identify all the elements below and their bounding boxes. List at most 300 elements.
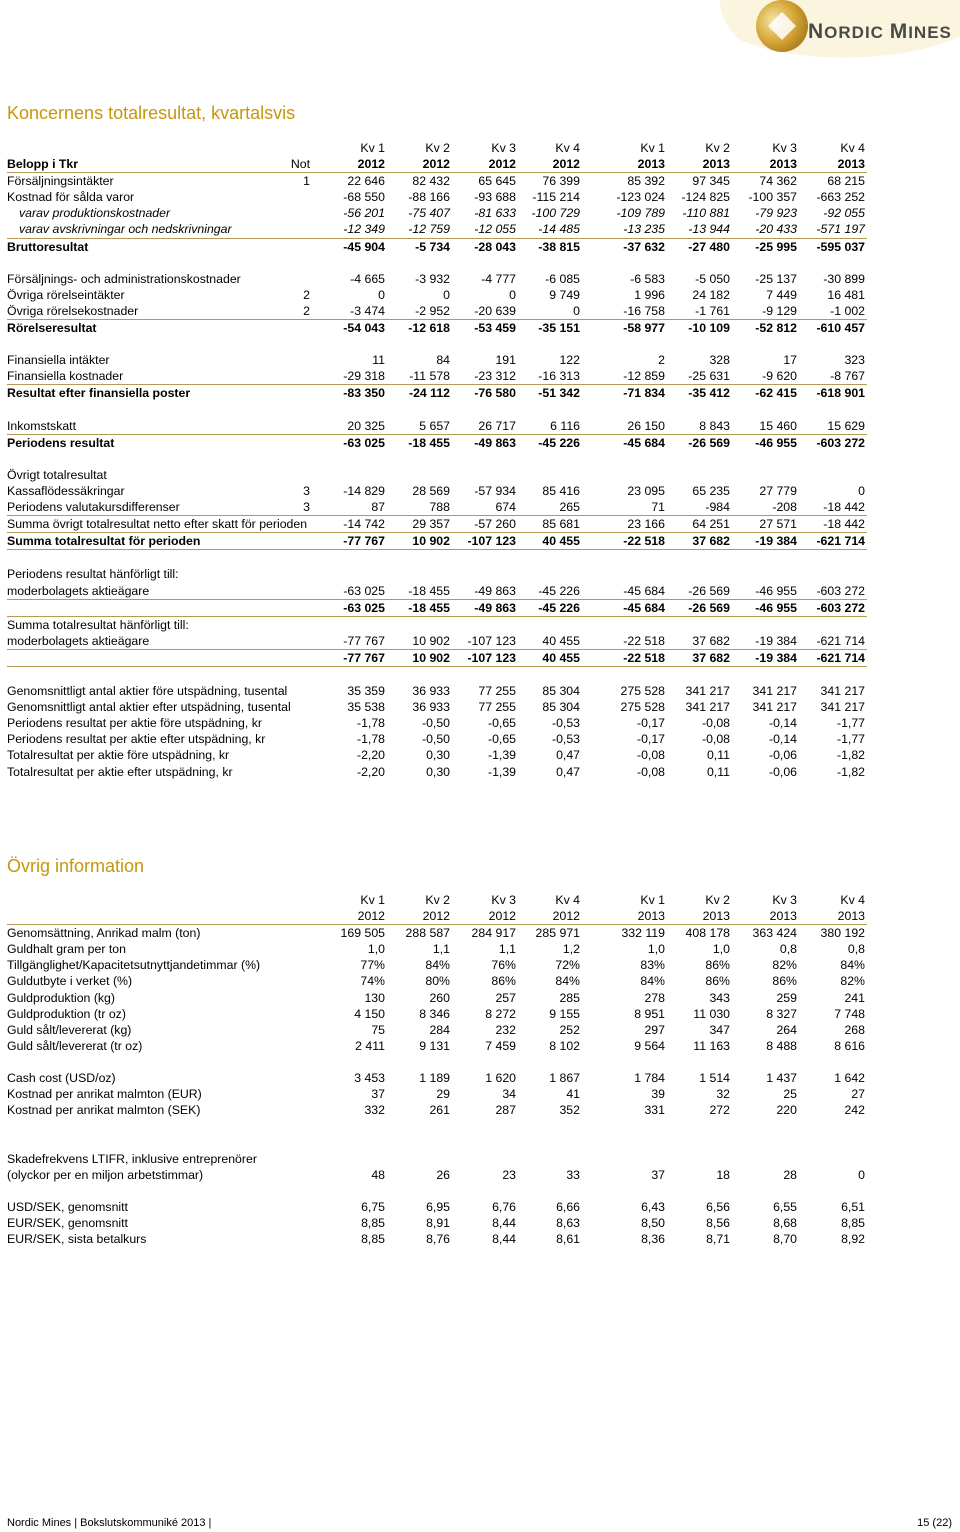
value-cell: -83 350 — [343, 386, 385, 401]
table-row — [7, 650, 867, 667]
value-cell: 77% — [360, 958, 385, 973]
value-cell: -1 761 — [695, 303, 730, 318]
value-cell: 9 564 — [634, 1038, 665, 1053]
row-label: Tillgänglighet/Kapacitetsutnyttjandetimmar (%) — [7, 958, 261, 973]
income-section-title: Koncernens totalresultat, kvartalsvis — [7, 103, 296, 123]
value-cell: -6 583 — [630, 271, 665, 286]
value-cell: 0,11 — [706, 748, 730, 763]
value-cell: 8,91 — [426, 1215, 450, 1230]
value-cell: 8 102 — [549, 1038, 580, 1053]
value-cell: 0 — [858, 483, 865, 498]
value-cell: 84 — [436, 353, 450, 368]
brand-logo-text: NORDIC MINES — [808, 20, 952, 43]
table-row — [7, 239, 867, 255]
value-cell: -8 767 — [830, 369, 865, 384]
value-cell: 8 327 — [766, 1006, 797, 1021]
value-cell: 297 — [644, 1022, 665, 1037]
value-cell: 37 682 — [692, 650, 730, 665]
value-cell: 169 505 — [340, 926, 385, 941]
value-cell: 87 — [371, 500, 385, 515]
value-cell: 8,76 — [426, 1231, 450, 1246]
value-cell: -663 252 — [816, 190, 865, 205]
row-label: varav produktionskostnader — [19, 206, 171, 221]
table-row — [7, 1151, 867, 1167]
value-cell: 37 682 — [692, 534, 730, 549]
footer-page-number: 15 (22) — [917, 1517, 952, 1529]
value-cell: -1 002 — [830, 303, 865, 318]
table-row — [7, 617, 867, 633]
value-cell: -37 632 — [623, 239, 665, 254]
value-cell: -25 631 — [688, 369, 730, 384]
value-cell: -124 825 — [681, 190, 730, 205]
value-cell: 10 902 — [412, 633, 450, 648]
value-cell: 220 — [776, 1103, 797, 1118]
row-label: Övrigt totalresultat — [7, 467, 107, 482]
value-cell: 41 — [566, 1087, 580, 1102]
value-cell: 37 — [651, 1167, 665, 1182]
value-cell: -1,39 — [487, 748, 516, 763]
spacer-row — [7, 255, 867, 271]
value-cell: 8,70 — [773, 1231, 797, 1246]
value-cell: -0,50 — [421, 716, 450, 731]
value-cell: 65 235 — [692, 483, 730, 498]
value-cell: 328 — [709, 353, 730, 368]
value-cell: -30 899 — [823, 271, 865, 286]
value-cell: 8,56 — [706, 1215, 730, 1230]
row-label: Guldproduktion (tr oz) — [7, 1006, 126, 1021]
value-cell: 23 166 — [627, 517, 665, 532]
value-cell: 74 362 — [759, 174, 797, 189]
value-cell: -14 742 — [343, 517, 385, 532]
value-cell: -18 455 — [408, 435, 450, 450]
value-cell: 74% — [360, 974, 385, 989]
value-cell: 40 455 — [542, 633, 580, 648]
value-cell: 18 — [716, 1167, 730, 1182]
value-cell: 6,43 — [641, 1199, 665, 1214]
value-cell: -22 518 — [623, 633, 665, 648]
table-row — [7, 990, 867, 1006]
row-label: Kassaflödessäkringar — [7, 483, 125, 498]
value-cell: 26 150 — [627, 418, 665, 433]
value-cell: -45 226 — [538, 583, 580, 598]
row-label: Genomsnittligt antal aktier efter utspädning, tusental — [7, 700, 291, 715]
value-cell: 1,2 — [562, 942, 580, 957]
value-cell: -12 055 — [474, 222, 516, 237]
value-cell: -54 043 — [343, 321, 385, 336]
value-cell: 16 481 — [827, 287, 865, 302]
value-cell: 343 — [709, 990, 730, 1005]
value-cell: 7 748 — [834, 1006, 865, 1021]
row-label: Summa totalresultat hänförligt till: — [7, 617, 189, 632]
value-cell: -12 349 — [343, 222, 385, 237]
value-cell: 4 150 — [354, 1006, 385, 1021]
value-cell: 1 867 — [549, 1071, 580, 1086]
row-label: Bruttoresultat — [7, 239, 89, 254]
value-cell: 1,0 — [712, 942, 730, 957]
spacer-row — [7, 1183, 867, 1199]
value-cell: -123 024 — [616, 190, 665, 205]
value-cell: 0,8 — [847, 942, 865, 957]
value-cell: 122 — [559, 353, 580, 368]
value-cell: 29 357 — [412, 517, 450, 532]
table-header-quarters: Kv 1 Kv 2 Kv 3 Kv 4 Kv 1 Kv 2 Kv 3 Kv 4 — [360, 893, 865, 907]
value-cell: -45 904 — [343, 239, 385, 254]
value-cell: 275 528 — [620, 700, 665, 715]
value-cell: -0,14 — [768, 716, 797, 731]
value-cell: -25 995 — [755, 239, 797, 254]
value-cell: -0,08 — [701, 732, 730, 747]
value-cell: 788 — [429, 500, 450, 515]
value-cell: -79 923 — [755, 206, 797, 221]
value-cell: -571 197 — [816, 222, 865, 237]
value-cell: 48 — [371, 1167, 385, 1182]
value-cell: 8 272 — [485, 1006, 516, 1021]
row-label: Försäljningsintäkter — [7, 174, 114, 189]
value-cell: 85 304 — [542, 684, 580, 699]
table-row — [7, 957, 867, 973]
row-label: Genomsnittligt antal aktier före utspädning, tusental — [7, 684, 288, 699]
value-cell: 23 — [502, 1167, 516, 1182]
row-label: Totalresultat per aktie efter utspädning, kr — [7, 764, 233, 779]
table-row — [7, 925, 867, 941]
value-cell: -16 313 — [538, 369, 580, 384]
row-label: Guldhalt gram per ton — [7, 942, 126, 957]
value-cell: -14 485 — [538, 222, 580, 237]
value-cell: 0,30 — [426, 748, 450, 763]
value-cell: 8,68 — [773, 1215, 797, 1230]
value-cell: -1,39 — [487, 764, 516, 779]
value-cell: -0,08 — [636, 764, 665, 779]
value-cell: -0,17 — [636, 716, 665, 731]
row-label: (olyckor per en miljon arbetstimmar) — [7, 1167, 204, 1182]
table-row — [7, 1022, 867, 1038]
value-cell: 86% — [705, 958, 730, 973]
row-label: moderbolagets aktieägare — [7, 633, 150, 648]
value-cell: 288 587 — [405, 926, 450, 941]
table-row — [7, 699, 867, 715]
value-cell: 37 — [371, 1087, 385, 1102]
value-cell: 259 — [776, 990, 797, 1005]
value-cell: 11 163 — [693, 1038, 730, 1053]
value-cell: 2 411 — [355, 1038, 385, 1053]
value-cell: -1,78 — [356, 716, 385, 731]
value-cell: -19 384 — [755, 633, 797, 648]
value-cell: -13 235 — [623, 222, 665, 237]
value-cell: 1,0 — [647, 942, 665, 957]
spacer-row — [7, 667, 867, 683]
value-cell: 40 455 — [542, 534, 580, 549]
value-cell: -18 455 — [408, 600, 450, 615]
value-cell: -1,78 — [356, 732, 385, 747]
table-row — [7, 1231, 867, 1247]
table-row — [7, 1070, 867, 1086]
value-cell: 82 432 — [412, 174, 450, 189]
value-cell: 341 217 — [820, 700, 865, 715]
value-cell: 0,47 — [556, 748, 580, 763]
row-label: Genomsättning, Anrikad malm (ton) — [7, 926, 201, 941]
value-cell: 36 933 — [412, 700, 450, 715]
row-label: Skadefrekvens LTIFR, inklusive entreprenörer — [7, 1151, 257, 1166]
value-cell: -49 863 — [474, 583, 516, 598]
other-info-section-title: Övrig information — [7, 856, 145, 876]
value-cell: 76% — [491, 958, 516, 973]
table-row — [7, 418, 867, 435]
value-cell: 0,11 — [706, 764, 730, 779]
table-row — [7, 633, 867, 650]
row-label: Periodens resultat per aktie efter utspädning, kr — [7, 732, 266, 747]
value-cell: 6,66 — [556, 1199, 580, 1214]
table-row — [7, 1215, 867, 1231]
value-cell: 8 488 — [766, 1038, 797, 1053]
value-cell: -0,14 — [768, 732, 797, 747]
table-row — [7, 600, 867, 617]
spacer-row — [7, 550, 867, 566]
value-cell: 257 — [495, 990, 516, 1005]
value-cell: -115 214 — [532, 190, 580, 205]
value-cell: 6,56 — [706, 1199, 730, 1214]
value-cell: -1,77 — [836, 732, 865, 747]
value-cell: 674 — [495, 500, 516, 515]
value-cell: 85 416 — [542, 483, 580, 498]
value-cell: -100 357 — [748, 190, 797, 205]
value-cell: 68 215 — [827, 174, 865, 189]
value-cell: 6,55 — [773, 1199, 797, 1214]
value-cell: -77 767 — [343, 650, 385, 665]
value-cell: -208 — [772, 500, 797, 515]
table-header-quarters: Kv 1 Kv 2 Kv 3 Kv 4 Kv 1 Kv 2 Kv 3 Kv 4 — [360, 141, 865, 155]
value-cell: 76 399 — [542, 174, 580, 189]
table-row — [7, 221, 867, 238]
value-cell: -0,65 — [487, 716, 516, 731]
table-row — [7, 583, 867, 600]
row-label: Kostnad per anrikat malmton (EUR) — [7, 1087, 202, 1102]
value-cell: -20 639 — [474, 303, 516, 318]
row-label: USD/SEK, genomsnitt — [7, 1199, 128, 1214]
value-cell: -45 684 — [623, 583, 665, 598]
value-cell: 8,71 — [706, 1231, 730, 1246]
value-cell: 1 437 — [766, 1071, 797, 1086]
value-cell: 265 — [559, 500, 580, 515]
table-header-years: 2012 2012 2012 2012 2013 2013 2013 2013 — [7, 908, 867, 925]
table-row — [7, 715, 867, 731]
value-cell: 11 — [372, 353, 385, 368]
value-cell: -0,53 — [551, 716, 580, 731]
value-cell: -6 085 — [545, 271, 580, 286]
value-cell: -63 025 — [343, 435, 385, 450]
value-cell: -10 109 — [688, 321, 730, 336]
row-label: Periodens resultat hänförligt till: — [7, 567, 179, 582]
row-label: Rörelseresultat — [7, 321, 97, 336]
value-cell: 34 — [502, 1087, 516, 1102]
table-row — [7, 516, 867, 533]
row-label: Övriga rörelsekostnader — [7, 303, 139, 318]
value-cell: 8,61 — [556, 1231, 580, 1246]
value-cell: 22 646 — [347, 174, 385, 189]
value-cell: -2,20 — [356, 748, 385, 763]
value-cell: 1 996 — [634, 287, 665, 302]
row-label: Resultat efter finansiella poster — [7, 386, 191, 401]
value-cell: 341 217 — [820, 684, 865, 699]
value-cell: 97 345 — [692, 174, 730, 189]
row-label: Kostnad per anrikat malmton (SEK) — [7, 1103, 201, 1118]
value-cell: -92 055 — [823, 206, 865, 221]
value-cell: -0,08 — [701, 716, 730, 731]
value-cell: -71 834 — [623, 386, 665, 401]
value-cell: -46 955 — [755, 435, 797, 450]
value-cell: -4 665 — [350, 271, 385, 286]
value-cell: 252 — [559, 1022, 580, 1037]
row-label: Summa totalresultat för perioden — [7, 534, 201, 549]
value-cell: 75 — [371, 1022, 385, 1037]
value-cell: 191 — [495, 353, 516, 368]
value-cell: 1 642 — [834, 1071, 865, 1086]
value-cell: -88 166 — [408, 190, 450, 205]
value-cell: -45 684 — [623, 435, 665, 450]
table-row — [7, 731, 867, 747]
value-cell: -110 881 — [682, 206, 730, 221]
value-cell: 35 538 — [347, 700, 385, 715]
value-cell: -1,77 — [836, 716, 865, 731]
value-cell: 39 — [651, 1087, 665, 1102]
value-cell: -1,82 — [836, 764, 865, 779]
table-row — [7, 533, 867, 550]
value-cell: 287 — [495, 1103, 516, 1118]
value-cell: -52 812 — [755, 321, 797, 336]
value-cell: 6,95 — [426, 1199, 450, 1214]
value-cell: 1 189 — [419, 1071, 450, 1086]
value-cell: -62 415 — [755, 386, 797, 401]
row-label: Guldutbyte i verket (%) — [7, 974, 133, 989]
value-cell: -1,82 — [836, 748, 865, 763]
table-row — [7, 1038, 867, 1054]
value-cell: -0,65 — [487, 732, 516, 747]
value-cell: -5 050 — [695, 271, 730, 286]
row-label: Försäljnings- och administrationskostnader — [7, 271, 241, 286]
value-cell: 272 — [709, 1103, 730, 1118]
row-label: Summa övrigt totalresultat netto efter skatt för perioden — [7, 517, 308, 532]
value-cell: -0,06 — [768, 764, 797, 779]
table-row — [7, 683, 867, 699]
row-label: Guldproduktion (kg) — [7, 990, 115, 1005]
value-cell: 341 217 — [685, 684, 730, 699]
footer-document-info: Nordic Mines | Bokslutskommuniké 2013 | — [7, 1517, 212, 1529]
value-cell: -76 580 — [474, 386, 516, 401]
value-cell: -2 952 — [415, 303, 450, 318]
value-cell: 86% — [491, 974, 516, 989]
value-cell: 9 749 — [549, 287, 580, 302]
row-label: Cash cost (USD/oz) — [7, 1071, 116, 1086]
value-cell: 84% — [555, 974, 580, 989]
table-row — [7, 352, 867, 368]
value-cell: 29 — [436, 1087, 450, 1102]
value-cell: -27 480 — [688, 239, 730, 254]
value-cell: -984 — [705, 500, 730, 515]
value-cell: -23 312 — [474, 369, 516, 384]
value-cell: 285 971 — [535, 926, 580, 941]
row-label: Finansiella kostnader — [7, 369, 124, 384]
income-rows — [7, 173, 867, 779]
value-cell: -93 688 — [474, 190, 516, 205]
value-cell: 0 — [509, 287, 516, 302]
value-cell: 284 917 — [471, 926, 516, 941]
value-cell: 23 095 — [627, 483, 665, 498]
row-label: Guld sålt/levererat (tr oz) — [7, 1038, 143, 1053]
value-cell: 8,85 — [841, 1215, 865, 1230]
value-cell: -11 578 — [409, 369, 450, 384]
row-label: Guld sålt/levererat (kg) — [7, 1022, 132, 1037]
value-cell: -109 789 — [616, 206, 665, 221]
value-cell: 332 — [364, 1103, 385, 1118]
value-cell: 5 657 — [419, 418, 450, 433]
value-cell: -58 977 — [623, 321, 665, 336]
value-cell: 27 779 — [759, 483, 797, 498]
value-cell: -12 759 — [408, 222, 450, 237]
spacer-row — [7, 1054, 867, 1070]
value-cell: 260 — [429, 990, 450, 1005]
value-cell: -5 734 — [415, 239, 450, 254]
value-cell: 86% — [705, 974, 730, 989]
value-cell: -100 729 — [531, 206, 580, 221]
table-row — [7, 368, 867, 385]
value-cell: 85 392 — [627, 174, 665, 189]
value-cell: -3 932 — [415, 271, 450, 286]
row-label: Periodens resultat — [7, 435, 115, 450]
value-cell: 82% — [840, 974, 865, 989]
table-row — [7, 320, 867, 336]
value-cell: -19 384 — [755, 650, 797, 665]
value-cell: -18 455 — [408, 583, 450, 598]
value-cell: 380 192 — [820, 926, 865, 941]
value-cell: -24 112 — [408, 386, 450, 401]
value-cell: 341 217 — [752, 684, 797, 699]
value-cell: -45 226 — [538, 600, 580, 615]
value-cell: 3 453 — [354, 1071, 385, 1086]
value-cell: 0,8 — [779, 942, 797, 957]
value-cell: -63 025 — [343, 600, 385, 615]
value-cell: -35 412 — [688, 386, 730, 401]
table-row — [7, 747, 867, 763]
value-cell: 20 325 — [347, 418, 385, 433]
value-cell: 347 — [709, 1022, 730, 1037]
value-cell: -46 955 — [755, 600, 797, 615]
value-cell: 35 359 — [347, 684, 385, 699]
value-cell: 72% — [555, 958, 580, 973]
value-cell: 17 — [783, 353, 797, 368]
row-label: Kostnad för sålda varor — [7, 190, 135, 205]
other-info-table — [7, 892, 867, 1247]
value-cell: 363 424 — [752, 926, 797, 941]
value-cell: 130 — [364, 990, 385, 1005]
value-cell: -49 863 — [474, 600, 516, 615]
value-cell: -49 863 — [474, 435, 516, 450]
value-cell: 8,44 — [492, 1231, 516, 1246]
value-cell: -68 550 — [343, 190, 385, 205]
row-label: Inkomstskatt — [7, 418, 77, 433]
row-note: 3 — [303, 483, 310, 498]
value-cell: 32 — [716, 1087, 730, 1102]
value-cell: 77 255 — [478, 684, 516, 699]
value-cell: 341 217 — [685, 700, 730, 715]
value-cell: -28 043 — [474, 239, 516, 254]
value-cell: -12 859 — [623, 369, 665, 384]
value-cell: 7 459 — [485, 1038, 516, 1053]
value-cell: 82% — [772, 958, 797, 973]
value-cell: -0,50 — [421, 732, 450, 747]
value-cell: 71 — [651, 500, 665, 515]
value-cell: -18 442 — [823, 517, 865, 532]
table-row — [7, 1086, 867, 1102]
value-cell: -25 137 — [755, 271, 797, 286]
